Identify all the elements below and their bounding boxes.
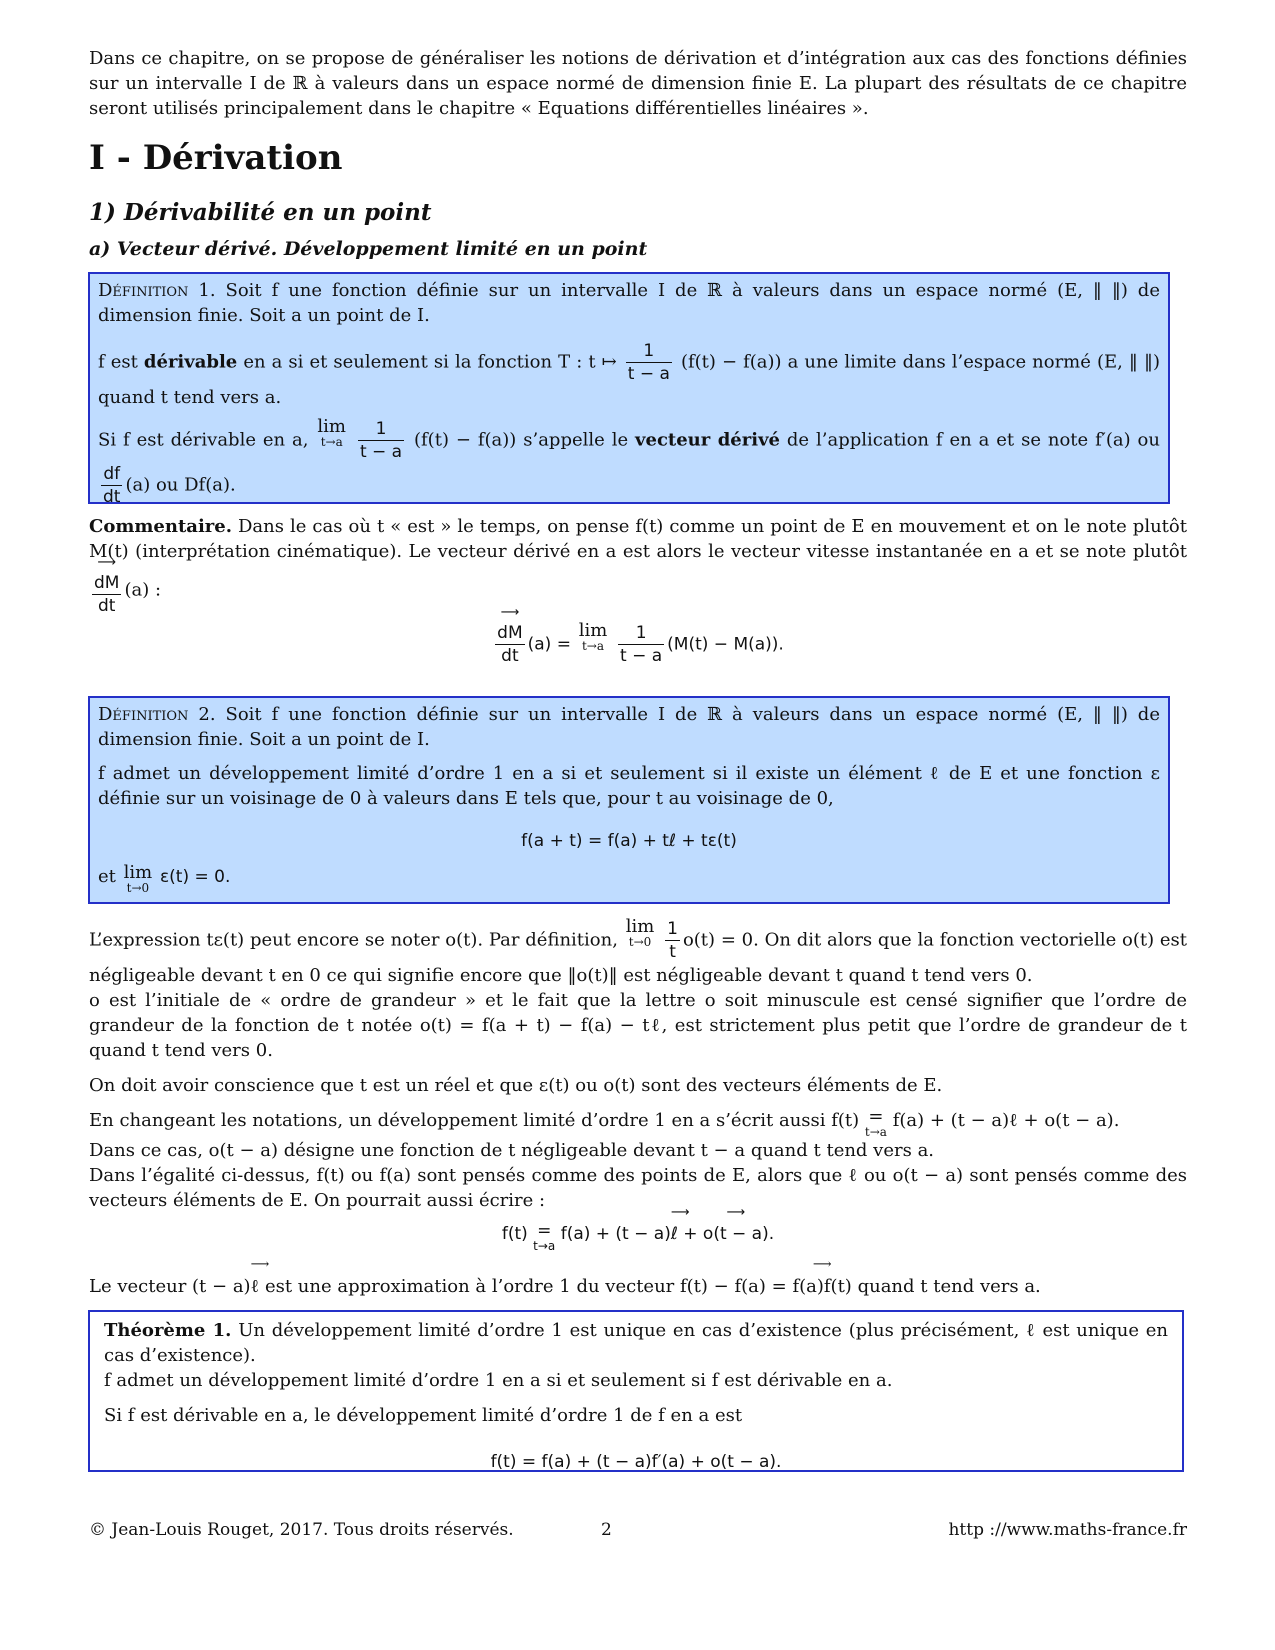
vector-ell: ⟶ ℓ (251, 1274, 260, 1299)
definition-1-text-d: Si f est dérivable en a, (98, 429, 309, 451)
body-paragraph-cas: Dans ce cas, o(t − a) désigne une fonction de t négligeable devant t − a quand t tend vers a. (89, 1140, 935, 1161)
vector-ell: ⟶ ℓ (671, 1222, 678, 1247)
definition-1-text-e: (f(t) − f(a)) s’appelle le (414, 429, 629, 451)
page-number: 2 (601, 1520, 612, 1540)
theorem-1-statement: Si f est dérivable en a, le développement limité d’ordre 1 de f en a est (104, 1405, 743, 1426)
definition-2-text: Soit f une fonction définie sur un intervalle I de ℝ à valeurs dans un espace normé (E, ‖ ‖) de dimension finie. Soit a un point de I. (98, 704, 1160, 750)
intro-paragraph: Dans ce chapitre, on se propose de généraliser les notions de dérivation et d’intégration aux cas des fonctions définies sur un intervalle I de ℝ à valeurs dans un espace normé de dimension finie E. La plupart des résultats de ce chapitre seront utilisés principalement dans le chapitre « Equations différentielles linéaires ». (89, 48, 1187, 119)
theorem-1-equivalence: f admet un développement limité d’ordre 1 en a si et seulement si f est dérivable en a. (104, 1370, 893, 1391)
definition-1-text-f: de l’application f en a et se note f′(a) ou (786, 429, 1160, 451)
subsubsection-title: a) Vecteur dérivé. Développement limité en un point (89, 238, 648, 260)
footer-url[interactable]: http ://www.maths-france.fr (948, 1520, 1187, 1540)
definition-1-text: Soit f une fonction définie sur un intervalle I de ℝ à valeurs dans un espace normé (E, ‖ ‖) de dimension finie. Soit a un point de I. (98, 280, 1160, 326)
body-paragraph-notations: En changeant les notations, un développement limité d’ordre 1 en a s’écrit aussi f(t) = t→a f(a) + (t − a)ℓ + o(t − a). (89, 1106, 1120, 1139)
definition-1-text-g: (a) ou Df(a). (125, 474, 236, 496)
fraction: $\frac{1}{t - a}$ (620, 623, 663, 666)
theorem-1-label: Théorème 1. (104, 1320, 232, 1341)
vector-f-a-f-t: ⟶ f(a)f(t) (792, 1274, 851, 1299)
body-equation: f(t) = t→a f(a) + (t − a)⟶ ℓ + ⟶ o(t − a). (89, 1222, 1187, 1252)
section-title: I - Dérivation (89, 138, 343, 178)
subsection-title: 1) Dérivabilité en un point (89, 199, 432, 226)
definition-1-term-vecteur-derive: vecteur dérivé (635, 429, 780, 451)
fraction: $\frac{1}{t}$ (667, 919, 678, 962)
definition-1-term-derivable: dérivable (143, 351, 238, 373)
definition-2-dl: f admet un développement limité d’ordre 1 en a si et seulement si il existe un élément ℓ de E et une fonction ε définie sur un voisinage de 0 à valeurs dans E tels que, pour t au voisinage de 0, (98, 763, 1160, 809)
definition-1-intro (98, 278, 1160, 328)
comment-tail: (a) : (124, 579, 162, 601)
equal-sub: = t→a (533, 1221, 556, 1253)
footer-copyright: © Jean-Louis Rouget, 2017. Tous droits réservés. (89, 1520, 514, 1540)
definition-2-equation: f(a + t) = f(a) + tℓ + tε(t) (521, 831, 737, 851)
comment-label: Commentaire. (89, 516, 232, 537)
body-block-1 (89, 918, 1187, 1213)
definition-2-label: Définition 2. (98, 704, 216, 725)
definition-1-text-c: (f(t) − f(a)) a une limite dans l’espace normé (E, ‖ ‖) quand t tend vers a. (98, 351, 1160, 408)
definition-2-intro (98, 702, 1160, 752)
limit: lim t→a (317, 416, 347, 449)
equal-sub: = t→a (864, 1106, 887, 1139)
body-paragraph-egalite: Dans l’égalité ci-dessus, f(t) ou f(a) sont pensés comme des points de E, alors que ℓ ou o(t − a) sont pensés comme des vecteurs éléments de E. On pourrait aussi écrire : (89, 1165, 1187, 1211)
theorem-1-equation: f(t) = f(a) + (t − a)f′(a) + o(t − a). (490, 1452, 782, 1472)
body-paragraph-approx: Le vecteur (t − a)⟶ ℓ est une approximation à l’ordre 1 du vecteur f(t) − f(a) = ⟶ f(a)f(t) quand t tend vers a. (89, 1274, 1187, 1299)
comment-paragraph (89, 514, 1187, 617)
definition-2-box (88, 696, 1170, 904)
fraction: $\frac{1}{t - a}$ (627, 341, 670, 384)
theorem-1-unicity: Théorème 1. Un développement limité d’ordre 1 est unique en cas d’existence (plus précisément, ℓ est unique en cas d’existence). (104, 1320, 1168, 1366)
limit: lim t→0 (123, 862, 153, 895)
limit: lim t→0 (625, 916, 655, 949)
definition-1-derivable (98, 340, 1160, 410)
definition-1-text-a: f est (98, 351, 138, 373)
definition-1-label: Définition 1. (98, 280, 216, 301)
definition-2-limit: et lim t→0 ε(t) = 0. (98, 862, 231, 895)
fraction-dM-dt: ⟶ $\frac{dM}{dt}$ (495, 622, 524, 667)
body-paragraph-o: L’expression tε(t) peut encore se noter o(t). Par définition, lim t→0 $\frac{1}{t}$ o(t) = 0. On dit alors que la fonction vectorielle o(t) est négligeable devant t en 0 ce qui signifie encore que ‖o(t)‖ est négligeable devant t quand t tend vers 0. (89, 916, 1188, 986)
comment-equation: ⟶ $\frac{dM}{dt}$ (a) = lim t→a $\frac{1}{t - a}$ (M(t) − M(a)). (89, 622, 1187, 667)
vector-o: ⟶ o(t − a) (703, 1222, 769, 1247)
body-paragraph-ordre: o est l’initiale de « ordre de grandeur » et le fait que la lettre o soit minuscule est censé signifier que l’ordre de grandeur de la fonction de t notée o(t) = f(a + t) − f(a) − tℓ, est strictement plus petit que l’ordre de grandeur de t quand t tend vers 0. (89, 990, 1187, 1061)
fraction-dM-dt: ⟶ $\frac{dM}{dt}$ (92, 572, 121, 617)
definition-1-box (88, 272, 1170, 507)
definition-1-vector (98, 418, 1160, 508)
body-paragraph-conscience: On doit avoir conscience que t est un réel et que ε(t) ou o(t) sont des vecteurs éléments de E. (89, 1075, 943, 1096)
comment-text: Dans le cas où t « est » le temps, on pense f(t) comme un point de E en mouvement et on le note plutôt M(t) (interprétation cinématique). Le vecteur dérivé en a est alors le vecteur vitesse instantanée en a et se note plutôt (89, 516, 1187, 562)
definition-1-text-b: en a si et seulement si la fonction T : t ↦ (243, 351, 617, 373)
fraction: $\frac{1}{t - a}$ (359, 419, 403, 462)
limit: lim t→a (578, 620, 608, 653)
theorem-1-box (88, 1310, 1184, 1472)
fraction-df-dt: $\frac{df}{dt}$ (103, 464, 121, 507)
